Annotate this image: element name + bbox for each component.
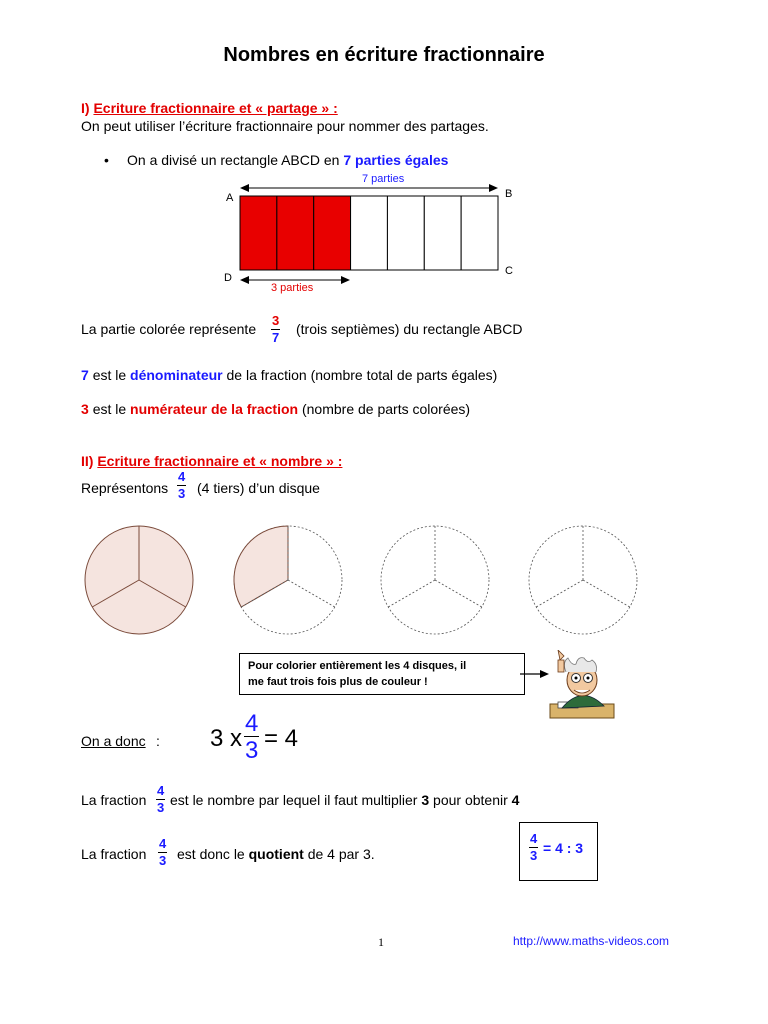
represent-before: Représentons: [81, 480, 169, 496]
page-title: Nombres en écriture fractionnaire: [223, 44, 545, 66]
fraction-numerator: 3: [272, 313, 280, 328]
colored-line-before: La partie colorée représente: [81, 321, 257, 337]
denominator-number: 7: [81, 367, 89, 383]
callout-line-1: Pour colorier entièrement les 4 disques, il: [248, 660, 467, 672]
fraction-4-3-represent: [177, 470, 186, 501]
section1-heading-number: I): [81, 100, 90, 116]
equation-fraction: [244, 712, 259, 763]
footer-url-link[interactable]: http://www.maths-videos.com: [513, 934, 670, 948]
callout-line-2: me faut trois fois plus de couleur !: [248, 676, 428, 688]
denominator-line: [81, 367, 497, 384]
corner-a: A: [226, 192, 234, 204]
section2-heading-text: Ecriture fractionnaire et « nombre » :: [97, 453, 343, 469]
quotient-box-fraction: [529, 832, 538, 863]
bullet-line: [127, 152, 448, 169]
line2-middle: est donc le: [177, 846, 245, 862]
empty-part: [461, 196, 498, 270]
line2-after: de 4 par 3.: [307, 846, 375, 862]
empty-part: [387, 196, 424, 270]
fraction-line2-before: La fraction: [81, 846, 147, 862]
callout-arrow: [520, 668, 550, 680]
fraction-4-3-line1: [156, 784, 165, 815]
equation-left: 3 x: [210, 725, 243, 752]
bottom-arrow-left-head: [240, 276, 249, 284]
equation-denominator: 3: [245, 737, 259, 764]
bottom-arrow-right-head: [341, 276, 350, 284]
numerator-pre: est le: [92, 401, 127, 417]
line1-bold2: 4: [511, 792, 520, 808]
fraction-denominator: 3: [178, 486, 186, 501]
page-number: 1: [378, 935, 384, 949]
disks-group: [85, 526, 637, 634]
corner-b: B: [505, 188, 513, 200]
fraction-denominator: 7: [272, 330, 280, 345]
fraction-numerator: 4: [159, 836, 167, 851]
donc-colon: :: [156, 733, 160, 749]
fraction-denominator: 3: [530, 848, 538, 863]
disks-diagram: [70, 515, 670, 645]
denominator-word: dénominateur: [130, 367, 223, 383]
colored-line-after: (trois septièmes) du rectangle ABCD: [296, 321, 523, 337]
bullet-dot: •: [104, 152, 109, 168]
disk: [529, 526, 637, 634]
section2-heading-number: II): [81, 453, 94, 469]
denominator-pre: est le: [92, 367, 127, 383]
colored-part: [277, 196, 314, 270]
numerator-post: (nombre de parts colorées): [301, 401, 471, 417]
bullet-highlight: 7 parties égales: [343, 152, 449, 168]
equation-numerator: 4: [245, 710, 259, 737]
fraction-3-7: [271, 314, 280, 345]
line1-middle: est le nombre par lequel il faut multiplier: [170, 792, 418, 808]
rectangle-diagram: [220, 168, 520, 298]
line1-mid2: pour obtenir: [433, 792, 508, 808]
empty-part: [424, 196, 461, 270]
top-arrow-right-head: [489, 184, 498, 192]
represent-after: (4 tiers) d’un disque: [197, 480, 320, 496]
fraction-numerator: 4: [178, 469, 186, 484]
disk: [381, 526, 489, 634]
disk: [234, 526, 342, 634]
section1-heading: [81, 100, 338, 117]
fraction-4-3-line2: [158, 837, 167, 868]
colored-part: [314, 196, 351, 270]
fraction-denominator: 3: [159, 853, 167, 868]
line2-bold: quotient: [248, 846, 304, 862]
empty-part: [351, 196, 388, 270]
fraction-denominator: 3: [157, 800, 165, 815]
professor-illustration: [548, 650, 616, 720]
donc-label: On a donc: [81, 733, 146, 749]
numerator-number: 3: [81, 401, 89, 417]
label-7-parties: 7 parties: [362, 173, 405, 185]
fraction-numerator: 4: [530, 831, 538, 846]
disk: [85, 526, 193, 634]
top-arrow-left-head: [240, 184, 249, 192]
quotient-box-text: = 4 : 3: [543, 840, 584, 856]
fraction-numerator: 4: [157, 783, 165, 798]
bullet-text: On a divisé un rectangle ABCD en: [127, 152, 340, 168]
section1-intro: On peut utiliser l’écriture fractionnaire pour nommer des partages.: [81, 118, 489, 134]
colored-part: [240, 196, 277, 270]
fraction-line2-rest: [177, 846, 375, 863]
fraction-line1-before: La fraction: [81, 792, 147, 808]
equation-right: = 4: [264, 725, 299, 752]
numerator-word: numérateur de la fraction: [130, 401, 299, 417]
label-3-parties: 3 parties: [271, 282, 314, 294]
fraction-line1-rest: [170, 792, 519, 809]
numerator-line: [81, 401, 470, 418]
section1-heading-text: Ecriture fractionnaire et « partage » :: [93, 100, 338, 116]
corner-c: C: [505, 265, 513, 277]
line1-bold1: 3: [421, 792, 430, 808]
section2-heading: [81, 453, 342, 470]
callout-box: [239, 653, 525, 695]
rectangle-parts: [240, 196, 498, 270]
corner-d: D: [224, 272, 232, 284]
denominator-post: de la fraction (nombre total de parts égales): [226, 367, 498, 383]
